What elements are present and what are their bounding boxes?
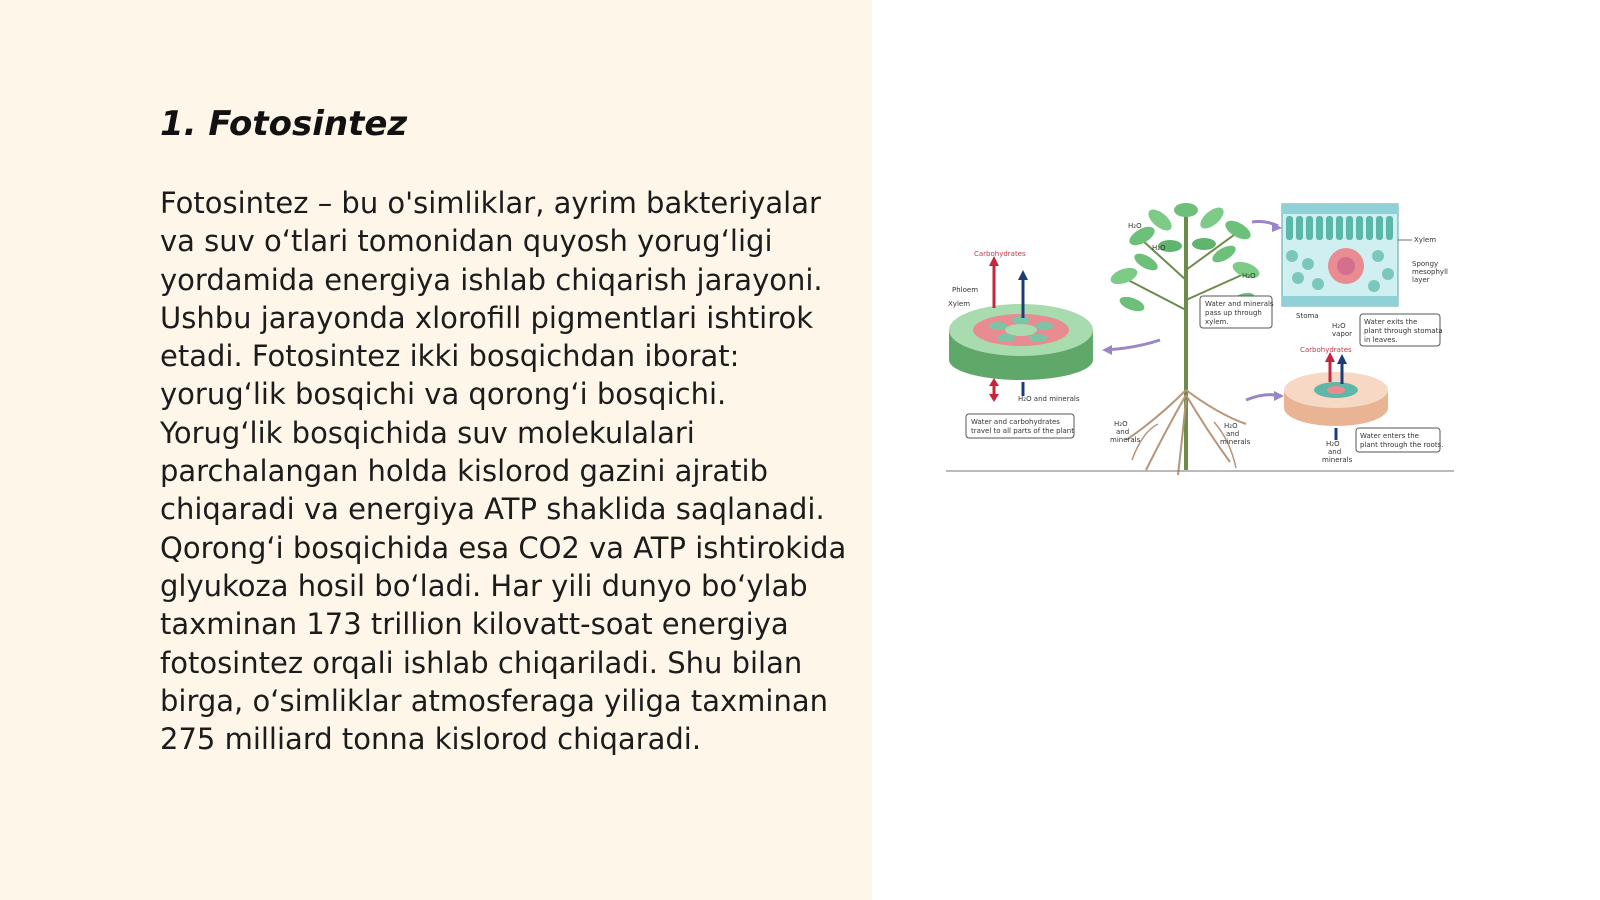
slide-title: 1. Fotosintez (160, 104, 408, 144)
label-root-minerals-2: H₂O and minerals (1220, 422, 1251, 446)
label-phloem: Phloem (952, 286, 979, 294)
label-xylem-left: Xylem (948, 300, 971, 308)
leaf-pointer-arrow (1272, 222, 1282, 232)
label-xylem-right: Xylem (1414, 236, 1437, 244)
label-stoma: Stoma (1296, 312, 1319, 320)
label-root-minerals-3: H₂O and minerals (1322, 440, 1353, 464)
label-h2o-minerals: H₂O and minerals (1018, 395, 1080, 403)
note-xylem: Water and minerals pass up through xylem. (1205, 300, 1274, 326)
label-h2o-3: H₂O (1242, 272, 1256, 280)
stem-pointer-arrow (1102, 345, 1112, 355)
root-pointer-arrow (1274, 391, 1284, 401)
label-spongy-mesophyll: Spongy mesophyll layer (1412, 260, 1448, 284)
plant-water-transport-diagram (946, 200, 1454, 480)
label-h2o-vapor: H₂O vapor (1332, 322, 1353, 338)
label-carbohydrates-root: Carbohydrates (1300, 346, 1352, 354)
note-roots: Water enters the plant through the roots. (1360, 432, 1444, 449)
label-root-minerals-1: H₂O and minerals (1110, 420, 1141, 444)
label-h2o-2: H₂O (1152, 244, 1166, 252)
stem-cross-section (949, 304, 1093, 380)
leaf-cross-section (1282, 204, 1398, 306)
slide-body-text: Fotosintez – bu o'simliklar, ayrim bakteriyalar va suv o‘tlari tomonidan quyosh yorug‘ligi yordamida energiya ishlab chiqarish jarayoni. Ushbu jarayonda xlorofill pigmentlari ishtirok etadi. Fotosintez ikki bosqichdan iborat: yorug‘lik bosqichi va qorong‘i bosqichi. Yorug‘lik bosqichida suv molekulalari parchalangan holda kislorod gazini ajratib chiqaradi va energiya ATP shaklida saqlanadi. Qorong‘i bosqichida esa CO2 va ATP ishtirokida glyukoza hosil bo‘ladi. Har yili dunyo bo‘ylab taxminan 173 trillion kilovatt-soat energiya fotosintez orqali ishlab chiqariladi. Shu bilan birga, o‘simliklar atmosferaga yiliga taxminan 275 milliard tonna kislorod chiqaradi. (160, 186, 847, 757)
note-stomata: Water exits the plant through stomata in leaves. (1364, 318, 1443, 344)
label-carbohydrates-top: Carbohydrates (974, 250, 1026, 258)
label-h2o-1: H₂O (1128, 222, 1142, 230)
root-cross-section (1284, 372, 1388, 426)
note-carbohydrates: Water and carbohydrates travel to all parts of the plant (971, 418, 1074, 435)
